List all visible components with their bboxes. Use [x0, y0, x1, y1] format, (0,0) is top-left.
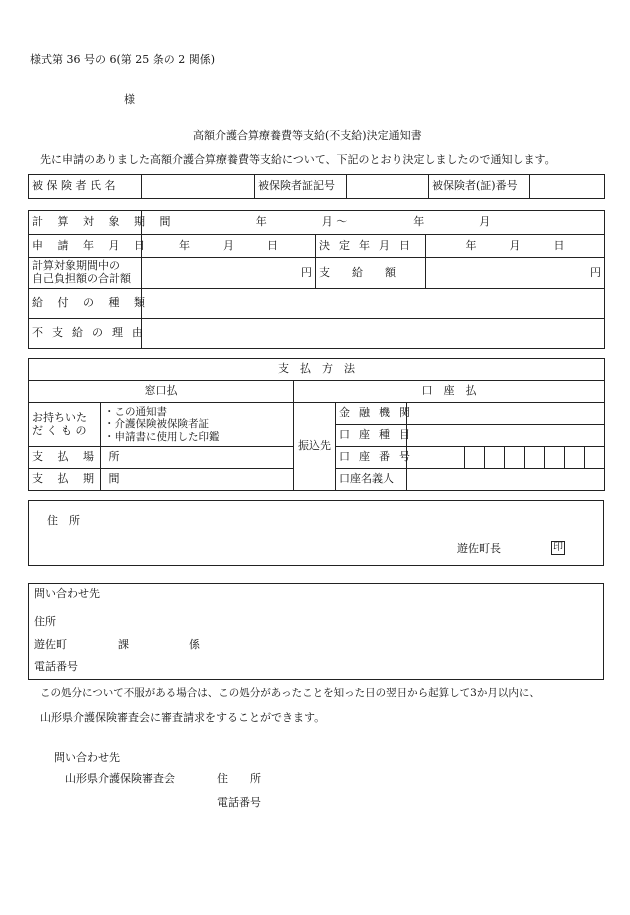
pay-period-cell [101, 469, 294, 491]
burden-label [29, 258, 142, 289]
seal-wrapper [551, 541, 565, 555]
calc-table [28, 210, 605, 349]
insured-table [28, 174, 605, 199]
transfer-label: 振込先 [294, 403, 336, 491]
burden-yen: 円 [142, 258, 316, 289]
contact-staff: 係 [189, 638, 200, 651]
appeal-line1: この処分について不服がある場合は、この処分があったことを知った日の翌日から起算して3か月以内に、 [40, 687, 540, 699]
burden-label-line2: 自己負担額の合計額 [32, 272, 131, 285]
contact-address-label: 住所 [34, 615, 56, 628]
mayor-name: 遊佐町長 [457, 542, 501, 555]
benefit-type-label: 給 付 の 種 類 [29, 289, 142, 319]
decision-date-value: 年 月 日 [426, 235, 605, 258]
cert-no-cell [347, 175, 429, 199]
bring-items-label-line1: お持ちいた [32, 410, 87, 424]
form-number: 様式第 36 号の 6(第 25 条の 2 関係) [30, 53, 216, 66]
apply-date-label: 申 請 年 月 日 [29, 235, 142, 258]
payment-table [28, 358, 605, 491]
non-payment-reason-label: 不 支 給 の 理 由 [29, 319, 142, 349]
appeal-line2: 山形県介護保険審査会に審査請求をすることができます。 [40, 711, 326, 724]
contact-box [28, 583, 604, 680]
bank-cell [407, 403, 605, 425]
account-no-digit [565, 447, 585, 469]
pay-place-cell [101, 447, 294, 469]
intro-text: 先に申請のありました高額介護合算療養費等支給について、下記のとおり決定しましたので通知します。 [40, 153, 556, 166]
insured-name-cell [142, 175, 255, 199]
payment-amount-label: 支 給 額 [316, 258, 426, 289]
id-no-label: 被保険者(証)番号 [429, 175, 530, 199]
account-holder-label: 口座名義人 [336, 469, 407, 491]
insured-name-label: 被 保 険 者 氏 名 [29, 175, 142, 199]
period-label: 計 算 対 象 期 間 [29, 211, 142, 235]
account-no-cell-spacer [407, 447, 465, 469]
id-no-cell [530, 175, 605, 199]
issuer-address-label: 住 所 [47, 514, 80, 527]
bring-items-list [101, 403, 294, 447]
account-no-digit [585, 447, 605, 469]
account-type-cell [407, 425, 605, 447]
burden-label-line1: 計算対象期間中の [32, 259, 120, 273]
decision-date-label: 決 定 年 月 日 [316, 235, 426, 258]
appeal-contact-heading: 問い合わせ先 [54, 751, 120, 764]
bring-item: ・申請書に使用した印鑑 [104, 430, 220, 443]
payment-method-heading: 支 払 方 法 [29, 359, 605, 381]
account-no-digit [505, 447, 525, 469]
contact-heading: 問い合わせ先 [34, 587, 100, 600]
account-payment-heading: 口 座 払 [294, 381, 605, 403]
seal-mark: 印 [553, 542, 563, 553]
account-holder-cell [407, 469, 605, 491]
account-no-digit [525, 447, 545, 469]
pay-period-label: 支 払 期 間 [29, 469, 101, 491]
contact-town: 遊佐町 [34, 638, 67, 651]
bring-items-label-line2: だ く も の [32, 423, 87, 437]
pay-place-label: 支 払 場 所 [29, 447, 101, 469]
account-type-label: 口 座 種 目 [336, 425, 407, 447]
bring-item: ・介護保険被保険者証 [104, 418, 209, 431]
issuer-box [28, 500, 604, 566]
bank-label: 金 融 機 関 [336, 403, 407, 425]
account-no-digit [545, 447, 565, 469]
addressee-suffix: 様 [124, 93, 135, 106]
period-value: 年 月 〜 年 月 [142, 211, 605, 235]
document-title: 高額介護合算療養費等支給(不支給)決定通知書 [193, 129, 422, 142]
apply-date-value: 年 月 日 [142, 235, 316, 258]
benefit-type-cell [142, 289, 605, 319]
appeal-council-phone-label: 電話番号 [217, 796, 261, 809]
account-no-label: 口 座 番 号 [336, 447, 407, 469]
cert-no-label: 被保険者証記号 [255, 175, 347, 199]
payment-amount-yen: 円 [426, 258, 605, 289]
account-no-digit [465, 447, 485, 469]
account-no-digit [485, 447, 505, 469]
appeal-council-name: 山形県介護保険審査会 [65, 772, 175, 785]
contact-section: 課 [118, 638, 129, 651]
contact-phone-label: 電話番号 [34, 660, 78, 673]
non-payment-reason-cell [142, 319, 605, 349]
window-payment-heading: 窓口払 [29, 381, 294, 403]
bring-item: ・この通知書 [104, 405, 167, 418]
appeal-council-address-label: 住 所 [217, 772, 261, 785]
bring-items-label [29, 403, 101, 447]
